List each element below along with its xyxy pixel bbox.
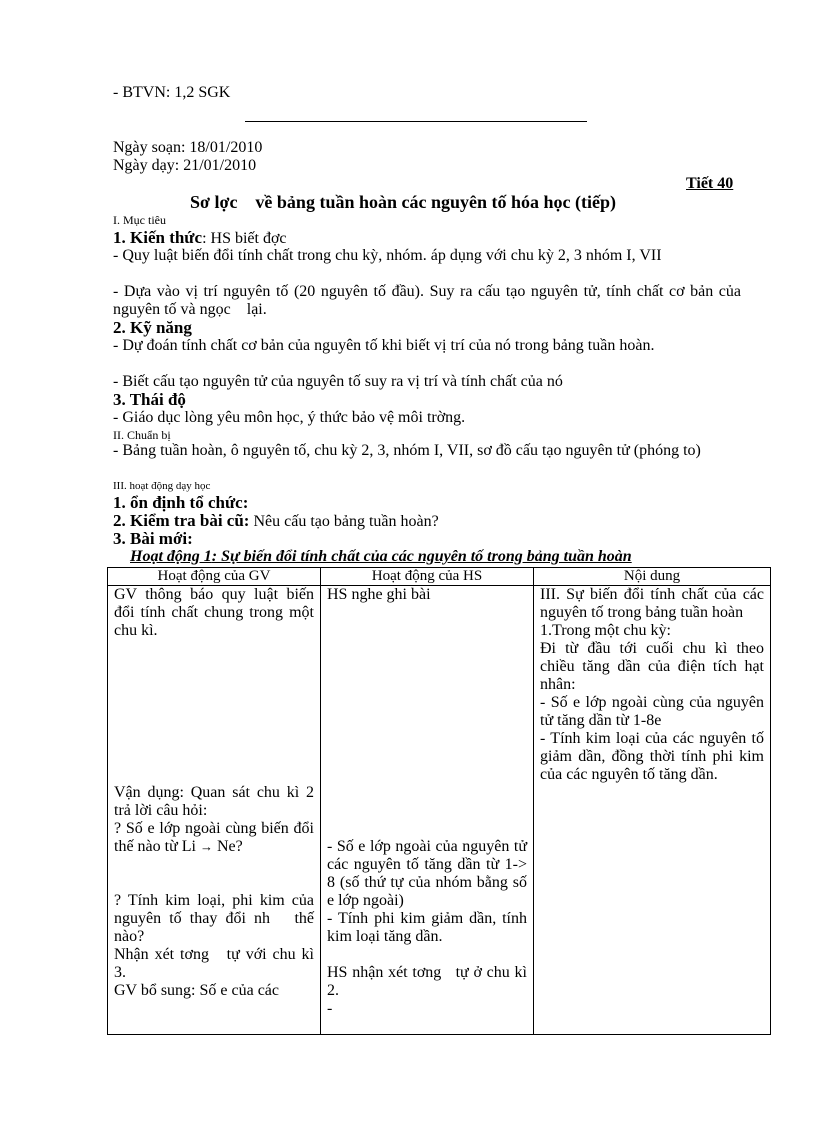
gv-item: ? Tính kim loại, phi kim của nguyên tố thay đổi nh thế nào? bbox=[114, 892, 318, 945]
lesson-table bbox=[107, 567, 771, 1035]
period-number: Tiết 40 bbox=[686, 175, 734, 192]
attitude-item-1: - Giáo dục lòng yêu môn học, ý thức bảo vệ môi trờng. bbox=[113, 409, 466, 426]
hs-item: - Số e lớp ngoài của nguyên tử các nguyên tố tăng dần từ 1-> 8 (số thứ tự của nhóm bằng số e lớp ngoài) bbox=[327, 838, 527, 909]
hs-item: HS nhận xét tơng tự ở chu kì 2. bbox=[327, 964, 531, 999]
step-2-text: Nêu cấu tạo bảng tuần hoàn? bbox=[249, 513, 439, 530]
hs-item: - bbox=[327, 1000, 333, 1017]
content-item: III. Sự biến đổi tính chất của các nguyên tố trong bảng tuần hoàn bbox=[540, 586, 764, 621]
gv-item: GV bổ sung: Số e của các bbox=[114, 982, 279, 999]
activity-title bbox=[130, 548, 770, 566]
header-content: Nội dung bbox=[534, 568, 771, 586]
content-item: 1.Trong một chu kỳ: bbox=[540, 622, 671, 639]
knowledge-item-1: - Quy luật biến đổi tính chất trong chu kỳ, nhóm. áp dụng với chu kỳ 2, 3 nhóm I, VII bbox=[113, 247, 662, 264]
section2-heading: II. Chuẩn bị bbox=[113, 428, 171, 442]
teach-date: Ngày dạy: 21/01/2010 bbox=[113, 157, 257, 174]
header-gv: Hoạt động của GV bbox=[108, 568, 321, 586]
content-column bbox=[534, 586, 771, 1035]
skills-heading: 2. Kỹ năng bbox=[113, 318, 192, 337]
hs-item: HS nghe ghi bài bbox=[327, 586, 431, 603]
activity-text: : Sự biến đổi tính chất của các nguyên tố trong bảng tuần hoàn bbox=[211, 548, 632, 565]
gv-item: Nhận xét tơng tự với chu kì 3. bbox=[114, 946, 318, 981]
gv-question-text: ? Số e lớp ngoài cùng biến đổi thế nào từ Li bbox=[114, 820, 314, 855]
gv-question-end: Ne? bbox=[216, 838, 243, 855]
content-item: - Số e lớp ngoài cùng của nguyên tử tăng dần từ 1-8e bbox=[540, 694, 764, 729]
step-1: 1. ổn định tổ chức: bbox=[113, 493, 249, 512]
attitude-heading: 3. Thái độ bbox=[113, 390, 186, 409]
homework-line: - BTVN: 1,2 SGK bbox=[113, 84, 231, 101]
gv-item: Vận dụng: Quan sát chu kì 2 trả lời câu hỏi: bbox=[114, 784, 314, 819]
knowledge-item-2: - Dựa vào vị trí nguyên tố (20 nguyên tố đầu). Suy ra cấu tạo nguyên tử, tính chất cơ bản của nguyên tố và ngọc lại. bbox=[113, 283, 745, 318]
gv-item: GV thông báo quy luật biến đổi tính chất chung trong một chu kì. bbox=[114, 586, 314, 639]
right-arrow-icon: → bbox=[199, 839, 213, 854]
prep-item-1: - Bảng tuần hoàn, ô nguyên tố, chu kỳ 2, 3, nhóm I, VII, sơ đồ cấu tạo nguyên tử (phóng to) bbox=[113, 442, 701, 459]
knowledge-heading: 1. Kiến thức bbox=[113, 228, 203, 247]
gv-column bbox=[108, 586, 321, 1035]
section3-heading: III. hoạt động dạy học bbox=[113, 480, 211, 492]
knowledge-line bbox=[113, 229, 741, 248]
section1-heading: I. Mục tiêu bbox=[113, 213, 166, 227]
content-item: Đi từ đầu tới cuối chu kì theo chiều tăng dần của điện tích hạt nhân: bbox=[540, 640, 764, 693]
activity-label: Hoạt động 1 bbox=[130, 548, 212, 565]
skills-item-2: - Biết cấu tạo nguyên tử của nguyên tố suy ra vị trí và tính chất của nó bbox=[113, 373, 563, 390]
hs-column bbox=[321, 586, 534, 1035]
gv-item bbox=[114, 820, 314, 856]
header-hs: Hoạt động của HS bbox=[321, 568, 534, 586]
step-2-label: 2. Kiểm tra bài cũ: bbox=[113, 511, 250, 530]
prep-date: Ngày soạn: 18/01/2010 bbox=[113, 139, 263, 156]
skills-item-1: - Dự đoán tính chất cơ bản của nguyên tố khi biết vị trí của nó trong bảng tuần hoàn. bbox=[113, 337, 655, 354]
step-3: 3. Bài mới: bbox=[113, 529, 193, 548]
knowledge-intro: : HS biết đợc bbox=[202, 230, 287, 247]
lesson-title: Sơ lợc về bảng tuần hoàn các nguyên tố hóa học (tiếp) bbox=[190, 192, 616, 212]
separator-rule bbox=[245, 121, 587, 122]
hs-item: - Tính phi kim giảm dần, tính kim loại tăng dần. bbox=[327, 910, 527, 945]
content-item: - Tính kim loại của các nguyên tố giảm dần, đồng thời tính phi kim của các nguyên tố tăng dần. bbox=[540, 730, 764, 783]
